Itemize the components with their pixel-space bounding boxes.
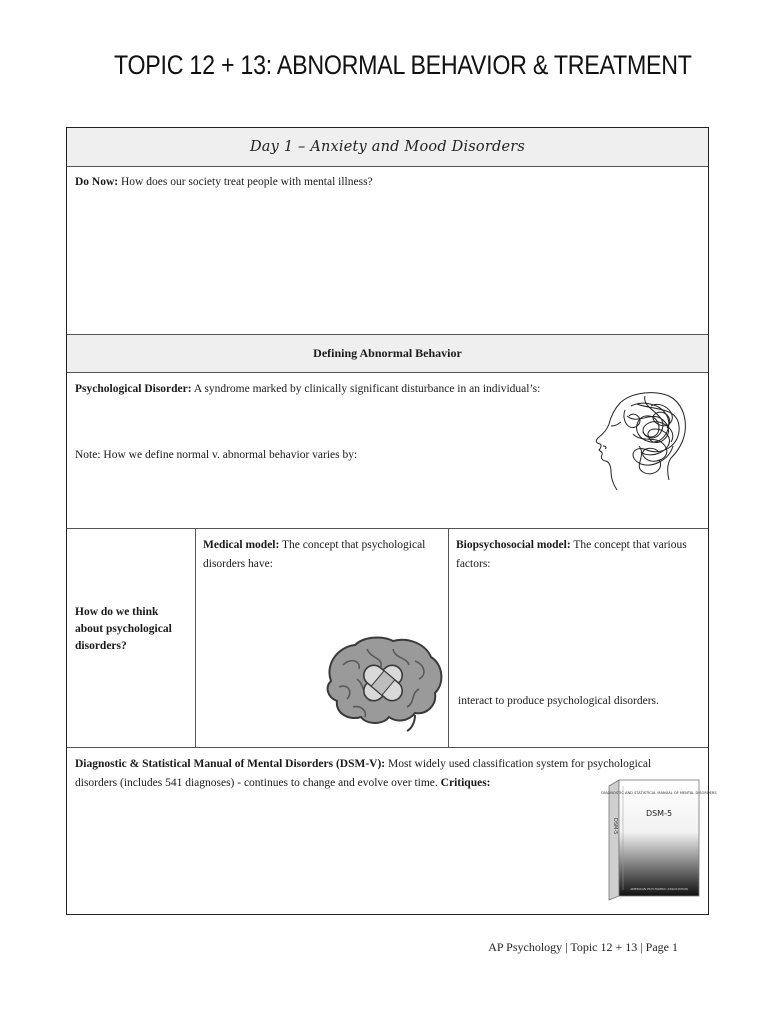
column-divider [195, 529, 196, 747]
dsm-definition [75, 755, 695, 793]
face-scribble-illustration [581, 386, 693, 494]
dsm-label: Diagnostic & Statistical Manual of Mental Disorders (DSM-V): [75, 758, 386, 770]
book-publisher: AMERICAN PSYCHIATRIC ASSOCIATION [630, 887, 688, 891]
defining-header-row [67, 335, 708, 373]
dsm-book-illustration [601, 778, 717, 900]
dsm-row [67, 748, 717, 914]
do-now-question: How does our society treat people with mental illness? [121, 176, 373, 188]
models-question: How do we think about psychological disorders? [75, 606, 172, 652]
column-divider [448, 529, 449, 747]
do-now-row [67, 167, 708, 335]
biopsychosocial-definition [456, 536, 704, 574]
page-title: TOPIC 12 + 13: ABNORMAL BEHAVIOR & TREATMENT [114, 50, 692, 80]
medical-model-definition [203, 536, 441, 574]
biopsychosocial-conclusion: interact to produce psychological disorders. [458, 695, 659, 707]
medical-model-text: The concept that psychological disorders have: [203, 539, 426, 570]
biopsychosocial-label: Biopsychosocial model: [456, 539, 571, 551]
definition-note: Note: How we define normal v. abnormal behavior varies by: [75, 449, 358, 461]
biopsychosocial-text: The concept that various factors: [456, 539, 687, 570]
critiques-label: Critiques: [440, 777, 491, 789]
disorder-label: Psychological Disorder: [75, 383, 192, 395]
book-spine-text: DSM-5 [612, 818, 618, 835]
section-heading: Defining Abnormal Behavior [313, 346, 462, 360]
disorder-text: A syndrome marked by clinically significant disturbance in an individual’s: [193, 383, 541, 395]
dsm-text: Most widely used classification system for psychological disorders (includes 541 diagnoses) - continues to change and evolve over time. [75, 758, 652, 789]
page-footer: AP Psychology | Topic 12 + 13 | Page 1 [488, 940, 678, 954]
psychological-disorder-row [67, 373, 708, 529]
day-header-row [67, 128, 708, 167]
worksheet-table [66, 127, 717, 915]
brain-bandage-illustration [323, 635, 445, 731]
book-cover-title: DIAGNOSTIC AND STATISTICAL MANUAL OF MENTAL DISORDERS [601, 791, 717, 795]
models-row [67, 529, 708, 748]
do-now-prompt [75, 173, 695, 192]
do-now-label: Do Now: [75, 176, 119, 188]
disorder-definition [75, 380, 575, 399]
medical-model-label: Medical model: [203, 539, 280, 551]
book-edition: DSM-5 [645, 809, 673, 818]
day-title: Day 1 – Anxiety and Mood Disorders [249, 139, 526, 155]
